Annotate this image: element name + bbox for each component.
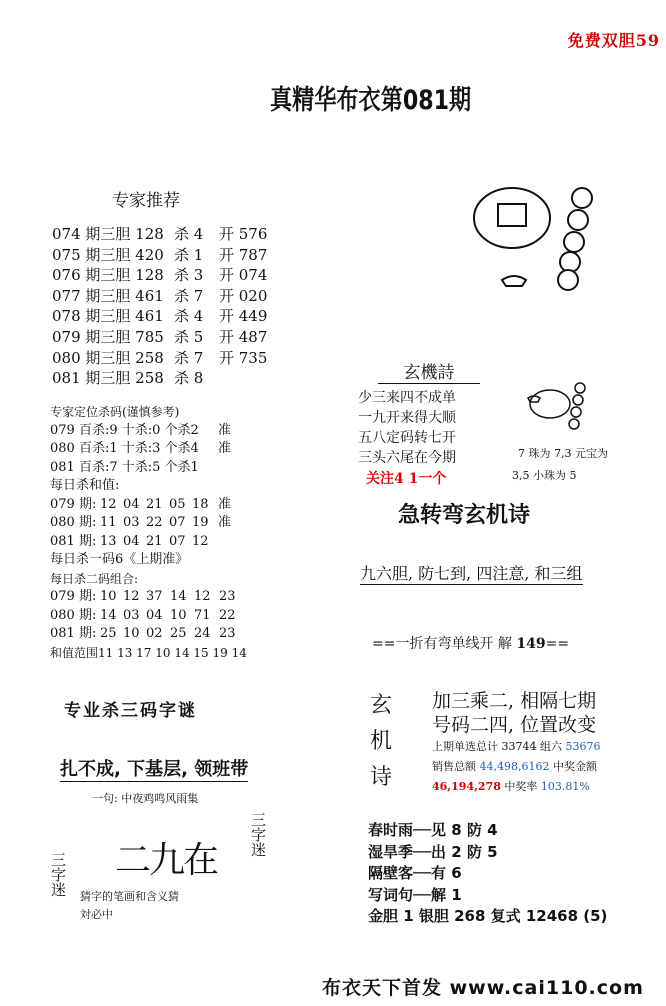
daily_sum-cell: 079 期: — [50, 496, 97, 512]
daily_sum-cell — [218, 533, 238, 552]
expert-cell: 开 787 — [219, 245, 268, 264]
expert-cell: 杀 7 — [174, 286, 204, 305]
pair-cell: 03 — [123, 607, 140, 623]
fold-text: ==一折有弯单线开 解 — [372, 636, 517, 652]
expert-cell: 杀 3 — [174, 266, 204, 285]
page-title: 真精华布衣第081期 — [270, 85, 472, 116]
xuanji-line-1: 加三乘二, 相隔七期 — [432, 690, 597, 712]
pair-cell: 14 — [170, 589, 187, 604]
verses — [368, 820, 607, 928]
sales-line-1 — [432, 738, 601, 754]
daily_sum-cell: 04 — [123, 496, 140, 512]
sales1-label: 上期单选总计 33744 组六 — [432, 740, 562, 753]
daily_sum-cell: 21 — [146, 533, 163, 549]
poem-line: 少三来四不成单 — [358, 390, 456, 406]
expert-cell: 080 期三胆 258 — [52, 348, 164, 367]
expert-cell: 开 074 — [219, 266, 268, 285]
expert-cell: 开 020 — [219, 286, 268, 305]
daily_sum-cell: 080 期: — [50, 515, 97, 530]
riddle-side-left: 三字迷 — [49, 852, 67, 897]
pair-cell: 10 — [123, 626, 140, 641]
quick-turn-line: 九六胆, 防七到, 四注意, 和三组 — [360, 561, 583, 585]
position-kill-block — [50, 403, 247, 662]
expert-list — [52, 224, 289, 389]
pair-cell: 080 期: — [50, 607, 97, 623]
poskill-cell: 079 百杀:9 十杀:0 个杀2 — [50, 422, 199, 438]
poem-heading: 玄機詩 — [378, 358, 480, 384]
riddle-heading: 专业杀三码字谜 — [64, 701, 197, 721]
treasure-drawing — [462, 180, 612, 300]
expert-cell: 075 期三胆 420 — [52, 245, 164, 264]
poskill-cell: 081 百杀:7 十杀:5 个杀1 — [50, 459, 199, 475]
kill-one-text: 每日杀一码6《上期准》 — [50, 552, 189, 567]
expert-cell: 开 735 — [219, 348, 268, 367]
daily_sum-cell: 04 — [123, 533, 140, 549]
daily_sum-cell: 准 — [218, 515, 232, 530]
expert-row — [52, 348, 289, 369]
sales3-rate: 103.81% — [540, 780, 590, 793]
pair-cell: 02 — [146, 626, 163, 641]
expert-cell: 开 449 — [219, 307, 268, 326]
daily_sum-cell: 081 期: — [50, 533, 97, 549]
expert-cell: 079 期三胆 785 — [52, 327, 164, 346]
verse-line: 金胆 1 银胆 268 复式 12468 (5) — [368, 907, 608, 925]
expert-cell: 077 期三胆 461 — [52, 286, 164, 305]
poskill-cell: 080 百杀:1 十杀:3 个杀4 — [50, 441, 199, 456]
pair-cell: 37 — [146, 589, 163, 604]
daily_sum-cell: 03 — [123, 515, 140, 530]
xuanji-line-2: 号码二四, 位置改变 — [432, 714, 597, 736]
sales3-val: 46,194,278 — [432, 780, 501, 793]
expert-row — [52, 265, 289, 286]
caption-line-1: 7 珠为 7,3 元宝为 — [518, 447, 608, 460]
bowl-shape — [474, 188, 550, 248]
site-footer: 布衣天下首发 www.cai110.com — [322, 977, 644, 999]
poem-box — [358, 358, 484, 488]
xuanji-char: 机 — [370, 729, 393, 754]
pair-cell: 081 期: — [50, 626, 97, 641]
expert-cell: 杀 1 — [174, 245, 204, 264]
quick-turn-heading: 急转弯玄机诗 — [398, 503, 531, 528]
expert-cell: 开 576 — [219, 225, 268, 243]
poskill-row — [50, 459, 247, 478]
daily_sum-row — [50, 514, 247, 533]
daily_sum-cell: 07 — [169, 533, 186, 549]
pair-cell: 25 — [100, 626, 117, 641]
expert-row — [52, 327, 289, 348]
daily_sum-cell: 11 — [100, 515, 117, 530]
pair-cell: 12 — [194, 589, 211, 604]
expert-cell: 杀 8 — [174, 369, 204, 388]
expert-row — [52, 368, 289, 389]
pair-heading: 每日杀二码组合: — [50, 571, 139, 586]
expert-cell — [219, 368, 289, 389]
poem-line: 一九开来得大顺 — [358, 410, 456, 426]
daily_sum-cell: 21 — [146, 496, 163, 512]
expert-cell: 杀 5 — [174, 327, 204, 346]
pair-row — [50, 625, 247, 644]
xuanji-char: 诗 — [370, 765, 393, 790]
pair-cell: 25 — [170, 626, 187, 641]
xuanji-vertical — [370, 688, 392, 796]
pair-cell: 10 — [100, 589, 117, 604]
daily_sum-cell: 07 — [169, 515, 186, 530]
poskill-mark: 准 — [218, 441, 232, 456]
riddle-note-2: 対必中 — [80, 908, 113, 921]
riddle-side-right: 三字迷 — [249, 812, 267, 857]
expert-cell: 杀 4 — [174, 307, 204, 326]
expert-cell: 078 期三胆 461 — [52, 307, 164, 326]
poskill-mark: 准 — [218, 422, 232, 438]
riddle-hint: 一句: 中夜鸡鸣风雨集 — [92, 792, 199, 805]
xuanji-char: 玄 — [370, 693, 393, 718]
pair-cell: 14 — [100, 607, 117, 623]
poem-line: 五八定码转七开 — [358, 430, 456, 446]
sales3-label: 中奖率 — [504, 780, 538, 793]
pair-row — [50, 588, 247, 607]
caption-line-2: 3,5 小珠为 5 — [512, 469, 577, 482]
sales1-val: 53676 — [565, 740, 601, 753]
daily_sum-cell: 05 — [169, 496, 186, 512]
daily_sum-row — [50, 496, 247, 515]
ingot-square — [498, 204, 526, 226]
expert-row — [52, 224, 289, 245]
expert-row — [52, 286, 289, 307]
corner-tag: 免费双胆59 — [567, 31, 660, 50]
sales2-tail: 中奖金额 — [552, 760, 597, 773]
sales2-val: 44,498,6162 — [479, 760, 550, 773]
fold-tail: == — [545, 636, 570, 652]
daily_sum-cell: 13 — [100, 533, 117, 549]
fold-answer: 149 — [516, 636, 546, 652]
daily_sum-cell: 准 — [218, 496, 232, 512]
expert-cell: 076 期三胆 128 — [52, 266, 164, 285]
sum-range: 和值范围11 13 17 10 14 15 19 14 — [50, 645, 247, 660]
expert-cell: 开 487 — [219, 327, 268, 346]
expert-row — [52, 306, 289, 327]
daily_sum-cell: 12 — [100, 496, 117, 512]
riddle-note-1: 猜字的笔画和含义猜 — [80, 890, 179, 903]
expert-cell: 杀 7 — [174, 348, 204, 367]
pair-cell: 71 — [194, 607, 211, 623]
pair-cell: 22 — [219, 607, 236, 623]
verse-line: 隔壁客──有 6 — [368, 864, 462, 882]
riddle-center: 二九在 — [115, 840, 218, 881]
sales-line-3 — [432, 778, 590, 794]
poem-line: 三头六尾在今期 — [358, 450, 456, 466]
daily_sum-row — [50, 533, 247, 552]
pair-cell: 079 期: — [50, 589, 97, 604]
pair-cell: 04 — [146, 607, 163, 623]
pair-cell: 24 — [194, 626, 211, 641]
verse-line: 写词句──解 1 — [368, 885, 462, 904]
sales-line-2 — [432, 758, 597, 774]
poskill-row — [50, 422, 247, 441]
daily_sum-cell: 12 — [192, 533, 209, 549]
pair-row — [50, 607, 247, 626]
small-drawing — [520, 374, 610, 434]
position-kill-heading: 专家定位杀码(谨慎参考) — [50, 405, 180, 419]
pair-cell: 10 — [170, 607, 187, 623]
expert-cell: 081 期三胆 258 — [52, 369, 164, 388]
poem-focus: 关注4 1一个 — [366, 471, 447, 487]
daily_sum-cell: 22 — [146, 515, 163, 530]
expert-cell: 074 期三胆 128 — [52, 225, 164, 243]
expert-cell: 杀 4 — [174, 225, 204, 243]
fold-line — [372, 633, 569, 653]
daily_sum-cell: 19 — [192, 515, 209, 530]
ingot-small — [502, 276, 526, 286]
expert-heading: 专家推荐 — [112, 191, 180, 211]
daily_sum-cell: 18 — [192, 496, 209, 512]
pair-cell: 23 — [219, 589, 236, 604]
sales2-label: 销售总额 — [432, 760, 476, 773]
poskill-row — [50, 440, 247, 459]
verse-line: 湿旱季──出 2 防 5 — [368, 842, 498, 861]
expert-row — [52, 245, 289, 266]
verse-line: 春时雨──见 8 防 4 — [368, 821, 498, 839]
pair-cell: 12 — [123, 589, 140, 604]
riddle-phrase: 扎不成, 下基层, 领班带 — [60, 755, 248, 782]
daily-sum-heading: 每日杀和值: — [50, 478, 120, 493]
pair-cell: 23 — [219, 626, 236, 641]
